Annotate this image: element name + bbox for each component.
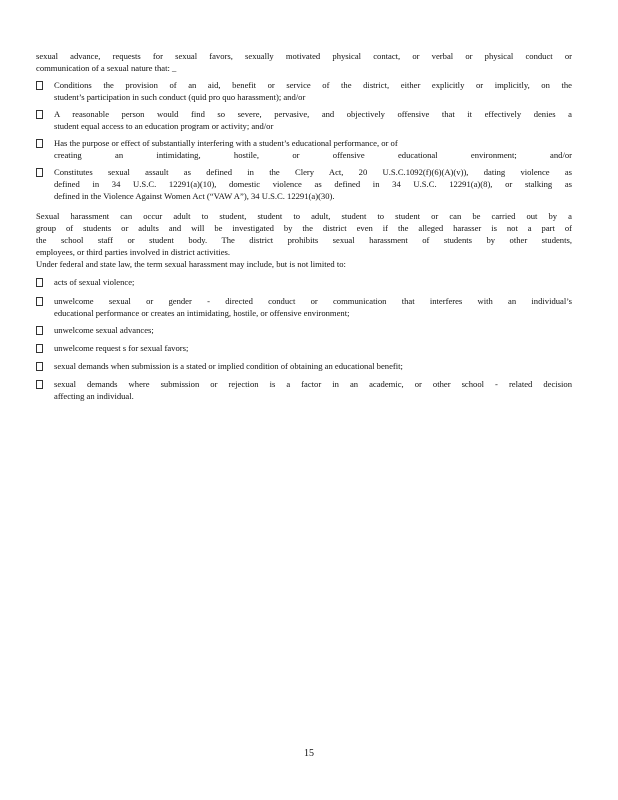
list-item: Has the purpose or effect of substantially interfering with a student’s educational performance, or of <box>54 138 398 148</box>
list-item: A reasonable person would find so severe, pervasive, and objectively offensive that it effectively denies a <box>54 109 572 119</box>
paragraph-line: group of students or adults and will be investigated by the district even if the alleged harasser is not a part of <box>36 223 572 233</box>
list-item: sexual demands when submission is a stated or implied condition of obtaining an educational benefit; <box>54 361 403 371</box>
checkbox-bullet-icon <box>36 80 46 90</box>
list-item: unwelcome sexual or gender - directed conduct or communication that interferes with an individual’s <box>54 296 572 306</box>
paragraph-line: Under federal and state law, the term sexual harassment may include, but is not limited to: <box>36 259 346 269</box>
list-item: educational performance or creates an intimidating, hostile, or offensive environment; <box>54 308 350 318</box>
list-item: unwelcome sexual advances; <box>54 325 154 335</box>
checkbox-bullet-icon <box>36 343 46 353</box>
checkbox-bullet-icon <box>36 138 46 148</box>
checkbox-bullet-icon <box>36 296 46 306</box>
checkbox-bullet-icon <box>36 379 46 389</box>
paragraph-line: the school staff or student body. The district prohibits sexual harassment of students by other students, <box>36 235 572 245</box>
paragraph-line: Sexual harassment can occur adult to student, student to adult, student to student or can be carried out by a <box>36 211 572 221</box>
checkbox-bullet-icon <box>36 325 46 335</box>
checkbox-bullet-icon <box>36 277 46 287</box>
list-item: unwelcome request s for sexual favors; <box>54 343 189 353</box>
list-item: Constitutes sexual assault as defined in the Clery Act, 20 U.S.C.1092(f)(6)(A)(v)), dating violence as <box>54 167 572 177</box>
intro-line: sexual advance, requests for sexual favors, sexually motivated physical contact, or verbal or physical conduct or <box>36 51 572 61</box>
checkbox-bullet-icon <box>36 361 46 371</box>
list-item: defined in the Violence Against Women Act (“VAW A”), 34 U.S.C. 12291(a)(30). <box>54 191 335 201</box>
list-item: student equal access to an education program or activity; and/or <box>54 121 274 131</box>
list-item: affecting an individual. <box>54 391 134 401</box>
list-item: acts of sexual violence; <box>54 277 135 287</box>
checkbox-bullet-icon <box>36 109 46 119</box>
list-item: student’s participation in such conduct (quid pro quo harassment); and/or <box>54 92 306 102</box>
checkbox-bullet-icon <box>36 167 46 177</box>
intro-line: communication of a sexual nature that: _ <box>36 63 177 73</box>
paragraph-line: employees, or third parties involved in district activities. <box>36 247 231 257</box>
list-item: sexual demands where submission or rejection is a factor in an academic, or other school - related decision <box>54 379 572 389</box>
list-item: creating an intimidating, hostile, or offensive educational environment; and/or <box>54 150 572 160</box>
page-number: 15 <box>304 748 314 759</box>
list-item: defined in 34 U.S.C. 12291(a)(10), domestic violence as defined in 34 U.S.C. 12291(a)(8), or stalking as <box>54 179 572 189</box>
list-item: Conditions the provision of an aid, benefit or service of the district, either explicitly or implicitly, on the <box>54 80 572 90</box>
